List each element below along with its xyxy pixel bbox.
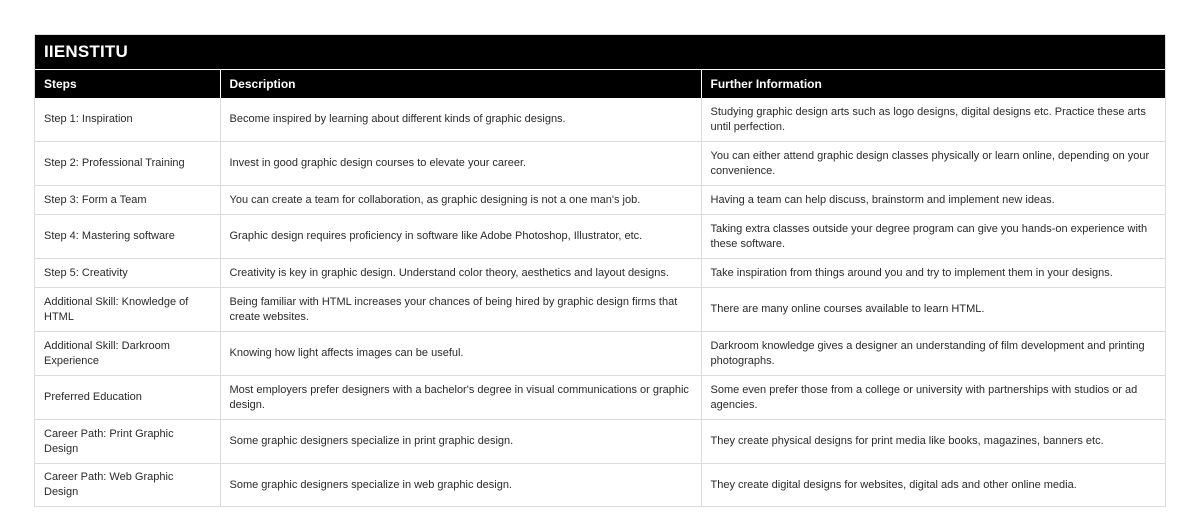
- header-further-information: Further Information: [701, 70, 1165, 98]
- table-row: [35, 288, 1165, 332]
- header-description: Description: [220, 70, 701, 98]
- cell-further-information: Darkroom knowledge gives a designer an understanding of film development and printing photographs.: [701, 332, 1165, 376]
- table-row: [35, 259, 1165, 288]
- cell-further-information: Studying graphic design arts such as logo designs, digital designs etc. Practice these arts until perfection.: [701, 98, 1165, 142]
- cell-further-information: You can either attend graphic design classes physically or learn online, depending on your convenience.: [701, 142, 1165, 186]
- cell-description: Some graphic designers specialize in web graphic design.: [220, 464, 701, 507]
- cell-step: Step 2: Professional Training: [35, 142, 220, 186]
- table-row: [35, 142, 1165, 186]
- brand-title: IIENSTITU: [35, 35, 1165, 70]
- cell-step: Step 5: Creativity: [35, 259, 220, 288]
- table-row: [35, 98, 1165, 142]
- cell-step: Career Path: Print Graphic Design: [35, 420, 220, 464]
- cell-further-information: Having a team can help discuss, brainstorm and implement new ideas.: [701, 186, 1165, 215]
- cell-description: Graphic design requires proficiency in software like Adobe Photoshop, Illustrator, etc.: [220, 215, 701, 259]
- table-row: [35, 376, 1165, 420]
- cell-further-information: Some even prefer those from a college or university with partnerships with studios or ad agencies.: [701, 376, 1165, 420]
- cell-further-information: Taking extra classes outside your degree program can give you hands-on experience with these software.: [701, 215, 1165, 259]
- table-header-row: [35, 70, 1165, 98]
- table-row: [35, 215, 1165, 259]
- cell-step: Additional Skill: Darkroom Experience: [35, 332, 220, 376]
- cell-further-information: They create digital designs for websites, digital ads and other online media.: [710, 478, 1077, 491]
- table-row: [35, 332, 1165, 376]
- cell-step: Step 4: Mastering software: [35, 215, 220, 259]
- cell-further-information: Take inspiration from things around you and try to implement them in your designs.: [701, 259, 1165, 288]
- cell-step: Preferred Education: [35, 376, 220, 420]
- steps-table: [35, 70, 1165, 506]
- cell-further-information: They create physical designs for print media like books, magazines, banners etc.: [701, 420, 1165, 464]
- cell-description: Being familiar with HTML increases your chances of being hired by graphic design firms that create websites.: [220, 288, 701, 332]
- cell-description: Knowing how light affects images can be useful.: [220, 332, 701, 376]
- cell-step: Step 3: Form a Team: [35, 186, 220, 215]
- cell-description: Some graphic designers specialize in print graphic design.: [220, 420, 701, 464]
- cell-description: Most employers prefer designers with a bachelor's degree in visual communications or graphic design.: [220, 376, 701, 420]
- info-table-container: [34, 34, 1166, 507]
- table-row: [35, 420, 1165, 464]
- header-steps: Steps: [35, 70, 220, 98]
- cell-description: Become inspired by learning about different kinds of graphic designs.: [220, 98, 701, 142]
- cell-step: Additional Skill: Knowledge of HTML: [35, 288, 220, 332]
- cell-step: Step 1: Inspiration: [35, 98, 220, 142]
- table-row: [35, 464, 1165, 507]
- cell-description: You can create a team for collaboration, as graphic designing is not a one man's job.: [220, 186, 701, 215]
- cell-step: Career Path: Web Graphic Design: [35, 464, 220, 507]
- cell-description: Creativity is key in graphic design. Understand color theory, aesthetics and layout designs.: [220, 259, 701, 288]
- table-row: [35, 186, 1165, 215]
- cell-description: Invest in good graphic design courses to elevate your career.: [220, 142, 701, 186]
- cell-further-information: There are many online courses available to learn HTML.: [701, 288, 1165, 332]
